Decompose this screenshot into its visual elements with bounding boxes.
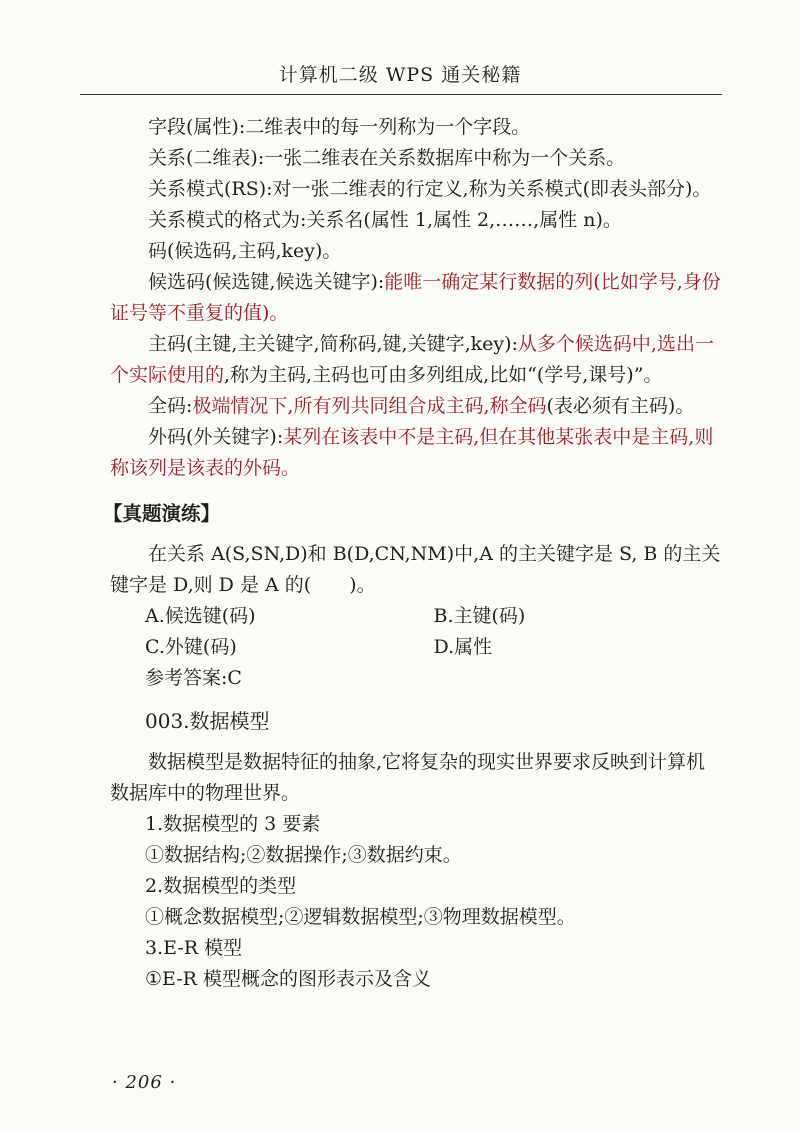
exercise-question: 在关系 A(S,SN,D)和 B(D,CN,NM)中,A 的主关键字是 S, B 的主关键字是 D,则 D 是 A 的( )。 [110,543,721,596]
running-header: 计算机二级 WPS 通关秘籍 [278,64,522,86]
def-allkey-label: 全码: [148,395,193,417]
exercise-heading: 【真题演练】 [103,502,221,525]
model-item2-body: ①概念数据模型;②逻辑数据模型;③物理数据模型。 [145,906,576,928]
def-code: 码(候选码,主码,key)。 [148,240,342,262]
model-item2-title: 2.数据模型的类型 [145,875,297,897]
def-foreign-label: 外码(外关键字): [148,426,284,448]
model-heading: 003.数据模型 [145,709,270,733]
def-allkey-rest: (表必须有主码)。 [546,395,695,417]
def-candidate-label: 候选码(候选键,候选关键字): [148,271,385,293]
def-foreign-highlight: 某列在该表中不是主码,但在其他某张表中是主码,则称该列是该表的外码。 [110,426,714,479]
def-primary-rest: ,称为主码,主码也可由多列组成,比如“(学号,课号)”。 [224,364,663,386]
model-item1-title: 1.数据模型的 3 要素 [145,813,321,835]
model-item1-body: ①数据结构;②数据操作;③数据约束。 [145,844,462,866]
def-primary [110,329,722,391]
def-foreign [110,422,722,484]
def-allkey [110,391,722,422]
option-c: C.外键(码) [145,636,237,658]
def-candidate-highlight: 能唯一确定某行数据的列(比如学号,身份证号等不重复的值)。 [110,271,721,324]
def-schema-format: 关系模式的格式为:关系名(属性 1,属性 2,……,属性 n)。 [148,209,622,231]
option-a: A.候选键(码) [145,605,256,627]
header-rule [80,94,722,95]
option-b: B.主键(码) [433,605,526,627]
model-item3-body: ①E-R 模型概念的图形表示及含义 [145,968,432,990]
page-number: · 206 · [112,1072,177,1093]
def-field: 字段(属性):二维表中的每一列称为一个字段。 [148,116,531,138]
exercise-options [145,601,722,663]
def-candidate [110,267,722,329]
def-relation: 关系(二维表):一张二维表在关系数据库中称为一个关系。 [148,147,626,169]
def-primary-label: 主码(主键,主关键字,简称码,键,关键字,key): [148,333,518,355]
model-intro: 数据模型是数据特征的抽象,它将复杂的现实世界要求反映到计算机数据库中的物理世界。 [110,751,706,804]
exercise-answer: 参考答案:C [145,667,242,689]
def-allkey-highlight: 极端情况下,所有列共同组合成主码,称全码 [192,395,547,417]
page-body [103,112,722,995]
option-d: D.属性 [433,636,493,658]
model-item3-title: 3.E-R 模型 [145,937,243,959]
def-schema: 关系模式(RS):对一张二维表的行定义,称为关系模式(即表头部分)。 [148,178,712,200]
def-primary-highlight: 从多个候选码中,选出一个实际使用的 [110,333,714,386]
